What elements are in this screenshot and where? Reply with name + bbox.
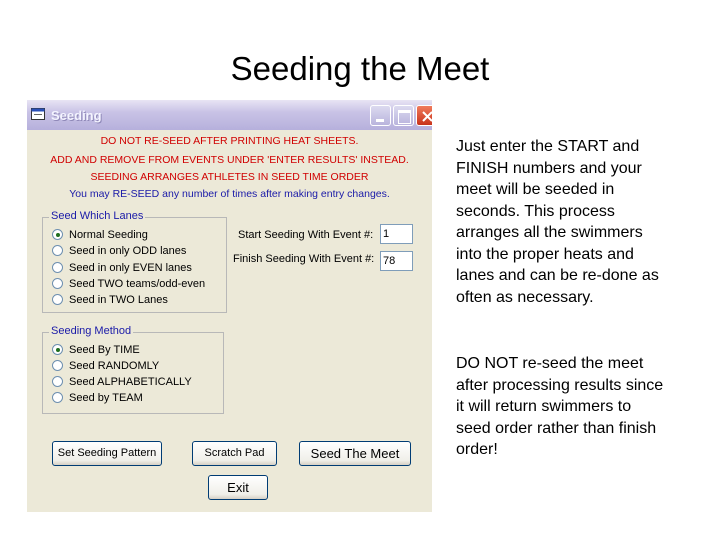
radio-selected-icon xyxy=(52,344,63,355)
radio-seed-randomly[interactable]: Seed RANDOMLY xyxy=(52,360,159,372)
radio-odd-lanes[interactable]: Seed in only ODD lanes xyxy=(52,245,186,257)
radio-even-lanes[interactable]: Seed in only EVEN lanes xyxy=(52,262,192,274)
warning-paragraph: DO NOT re-seed the meet after processing results since it will return swimmers to seed order rather than finish order! xyxy=(456,355,664,458)
radio-selected-icon xyxy=(52,229,63,240)
seed-lanes-group xyxy=(42,210,227,313)
radio-two-teams[interactable]: Seed TWO teams/odd-even xyxy=(52,278,205,290)
maximize-button[interactable] xyxy=(393,105,414,126)
finish-event-input[interactable]: 78 xyxy=(380,251,413,271)
seed-the-meet-button[interactable]: Seed The Meet xyxy=(299,441,411,466)
seeding-method-group xyxy=(42,325,224,414)
set-seeding-pattern-button[interactable]: Set Seeding Pattern xyxy=(52,441,162,466)
radio-icon xyxy=(52,376,63,387)
window-title: Seeding xyxy=(51,108,102,123)
radio-icon xyxy=(52,294,63,305)
radio-seed-alphabetically[interactable]: Seed ALPHABETICALLY xyxy=(52,376,192,388)
seed-lanes-group-label: Seed Which Lanes xyxy=(51,210,144,222)
radio-two-lanes[interactable]: Seed in TWO Lanes xyxy=(52,294,168,306)
close-icon xyxy=(421,110,432,123)
radio-seed-by-team[interactable]: Seed by TEAM xyxy=(52,392,143,404)
info-reseed: You may RE-SEED any number of times after making entry changes. xyxy=(69,188,390,200)
radio-icon xyxy=(52,360,63,371)
minimize-button[interactable] xyxy=(370,105,391,126)
radio-icon xyxy=(52,278,63,289)
seeding-dialog xyxy=(27,100,432,512)
instructions-paragraph: Just enter the START and FINISH numbers and your meet will be seeded in seconds. This process arranges all the swimmers into the proper heats and lanes and can be re-done as often as necessary. xyxy=(456,138,659,306)
radio-icon xyxy=(52,262,63,273)
warning-reseed: DO NOT RE-SEED AFTER PRINTING HEAT SHEETS. xyxy=(100,135,359,147)
exit-button[interactable]: Exit xyxy=(208,475,268,500)
title-bar[interactable] xyxy=(27,100,432,130)
warning-seed-order: SEEDING ARRANGES ATHLETES IN SEED TIME ORDER xyxy=(90,171,369,183)
start-event-label: Start Seeding With Event #: xyxy=(238,229,374,241)
start-event-input[interactable]: 1 xyxy=(380,224,413,244)
radio-normal-seeding[interactable]: Normal Seeding xyxy=(52,229,148,241)
slide-title: Seeding the Meet xyxy=(230,50,490,87)
close-button[interactable] xyxy=(416,105,432,126)
radio-icon xyxy=(52,392,63,403)
warning-add-remove: ADD AND REMOVE FROM EVENTS UNDER 'ENTER RESULTS' INSTEAD. xyxy=(50,154,409,166)
radio-seed-by-time[interactable]: Seed By TIME xyxy=(52,344,140,356)
seeding-method-group-label: Seeding Method xyxy=(51,325,132,337)
finish-event-label: Finish Seeding With Event #: xyxy=(233,253,375,265)
scratch-pad-button[interactable]: Scratch Pad xyxy=(192,441,277,466)
app-icon xyxy=(31,108,45,120)
radio-icon xyxy=(52,245,63,256)
